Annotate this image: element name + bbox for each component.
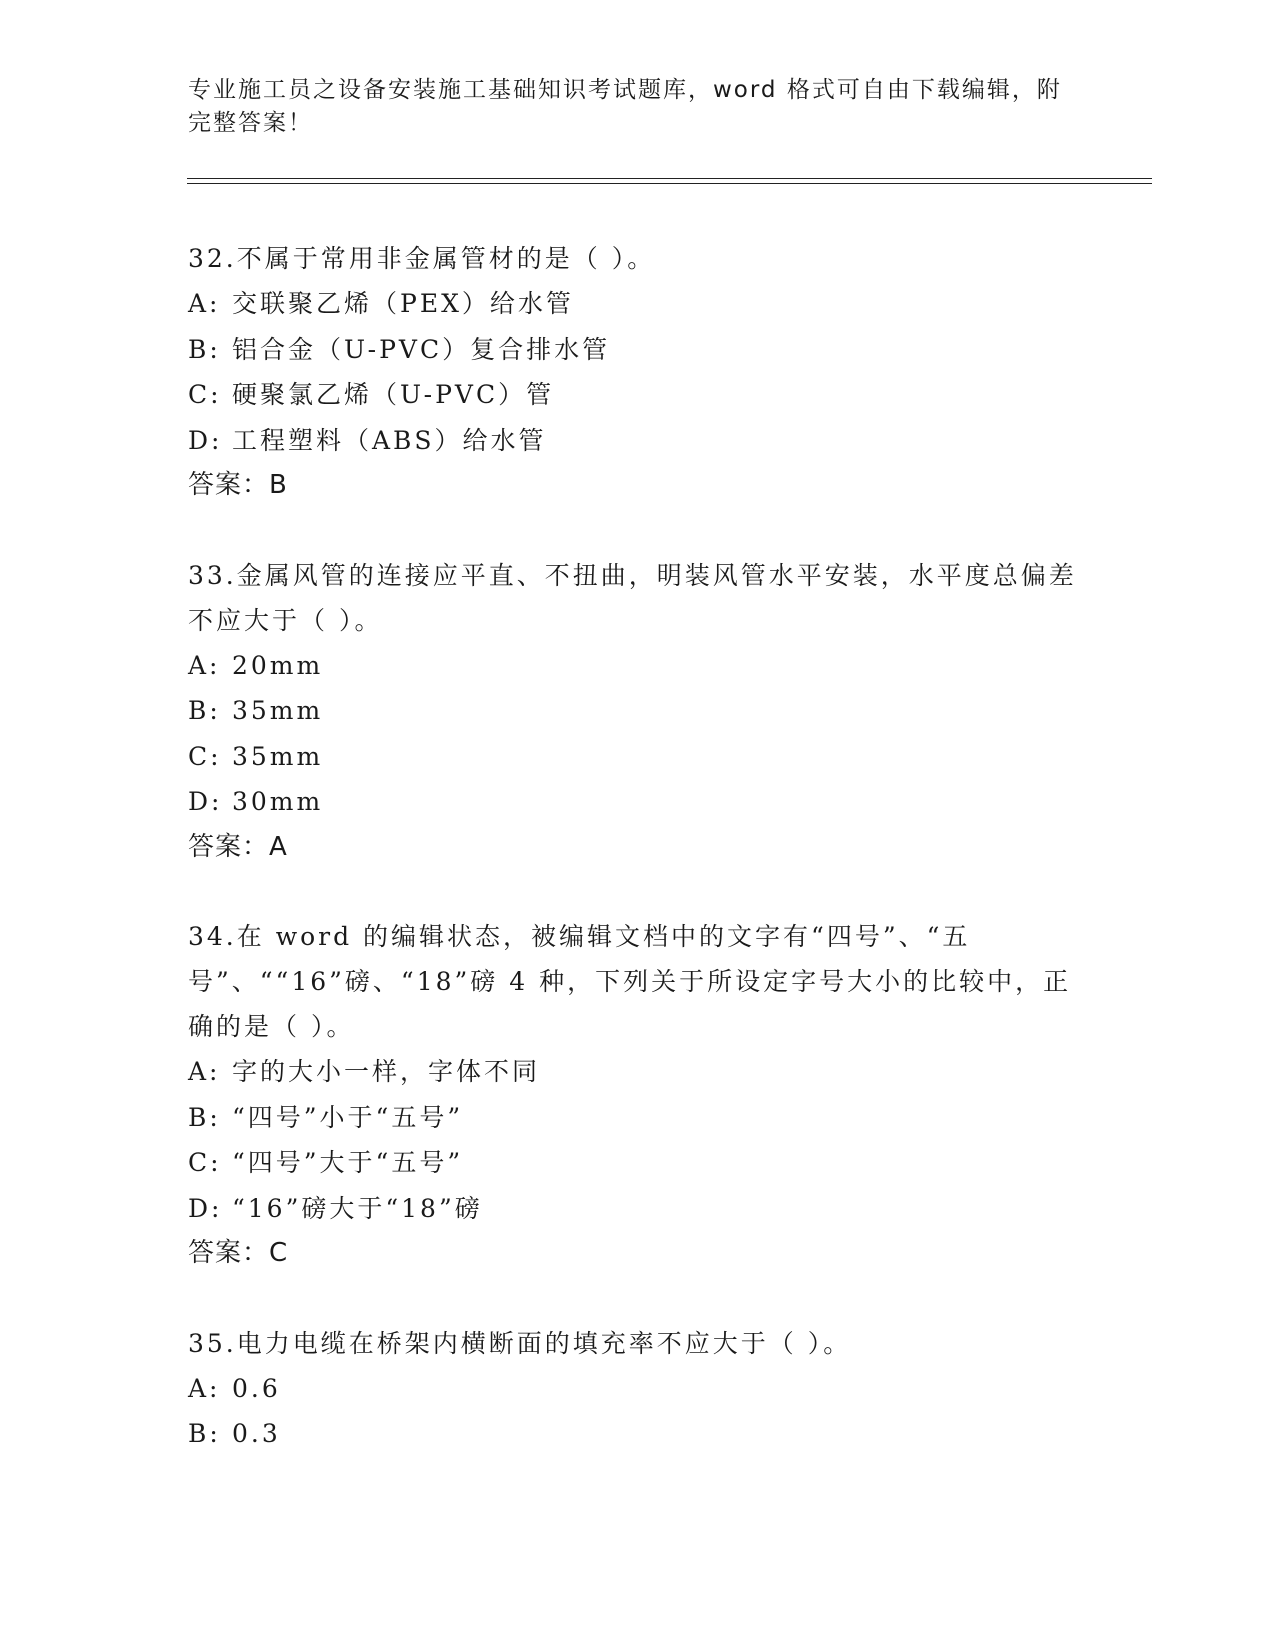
option-a	[188, 1366, 1088, 1412]
header-divider-bottom	[187, 183, 1152, 184]
option-text: 0.6	[232, 1373, 281, 1403]
option-b	[188, 1095, 1088, 1141]
option-key: D:	[188, 787, 223, 816]
document-header-title: 专业施工员之设备安装施工基础知识考试题库，word 格式可自由下载编辑，附完整答案！	[188, 77, 1062, 136]
option-text: 30mm	[232, 787, 324, 816]
option-b	[188, 1411, 1088, 1457]
option-a	[188, 643, 1088, 689]
option-a	[188, 281, 1088, 327]
header-divider-top	[187, 178, 1152, 179]
option-text: 35mm	[232, 741, 324, 771]
question-item	[188, 553, 1088, 871]
option-key: C:	[188, 1148, 222, 1177]
option-key: B:	[188, 696, 221, 725]
option-text: 20mm	[232, 650, 324, 680]
option-text: “16”磅大于“18”磅	[232, 1193, 483, 1223]
option-text: 0.3	[232, 1419, 281, 1448]
question-stem: 33.金属风管的连接应平直、不扭曲，明装风管水平安装，水平度总偏差不应大于（ ）。	[188, 560, 1077, 635]
option-d	[188, 418, 1088, 464]
option-text: 字的大小一样，字体不同	[232, 1057, 541, 1086]
option-text: 交联聚乙烯（PEX）给水管	[232, 289, 574, 318]
question-item	[188, 1321, 1088, 1457]
option-c	[188, 1140, 1088, 1186]
question-stem: 32.不属于常用非金属管材的是（ ）。	[188, 244, 656, 273]
option-c	[188, 372, 1088, 418]
option-b	[188, 688, 1088, 734]
question-stem: 35.电力电缆在桥架内横断面的填充率不应大于（ ）。	[188, 1328, 852, 1358]
option-b	[188, 327, 1088, 373]
option-key: D:	[188, 1193, 223, 1223]
option-key: D:	[188, 425, 223, 455]
option-c	[188, 734, 1088, 780]
option-key: A:	[188, 650, 221, 680]
question-item	[188, 914, 1088, 1277]
question-item	[188, 236, 1088, 509]
option-d	[188, 779, 1088, 825]
option-text: “四号”小于“五号”	[232, 1102, 464, 1132]
option-text: 硬聚氯乙烯（U-PVC）管	[232, 380, 555, 409]
option-text: 工程塑料（ABS）给水管	[232, 425, 547, 455]
option-key: C:	[188, 741, 222, 771]
question-list	[188, 236, 1088, 1501]
option-key: B:	[188, 1419, 221, 1448]
option-key: B:	[188, 334, 221, 364]
option-d	[188, 1186, 1088, 1232]
option-text: 35mm	[232, 696, 324, 725]
option-text: “四号”大于“五号”	[232, 1148, 464, 1177]
question-stem: 34.在 word 的编辑状态，被编辑文档中的文字有“四号”、“五号”、““16”磅、“18”磅 4 种，下列关于所设定字号大小的比较中，正确的是（ ）。	[188, 922, 1072, 1041]
option-text: 铝合金（U-PVC）复合排水管	[232, 334, 611, 364]
option-key: A:	[188, 289, 221, 318]
option-key: B:	[188, 1102, 221, 1132]
option-key: A:	[188, 1373, 221, 1403]
option-a	[188, 1049, 1088, 1095]
option-key: A:	[188, 1057, 221, 1086]
answer-line: 答案：A	[188, 831, 288, 862]
answer-line: 答案：C	[188, 1238, 289, 1268]
answer-line: 答案：B	[188, 470, 288, 500]
option-key: C:	[188, 380, 222, 409]
